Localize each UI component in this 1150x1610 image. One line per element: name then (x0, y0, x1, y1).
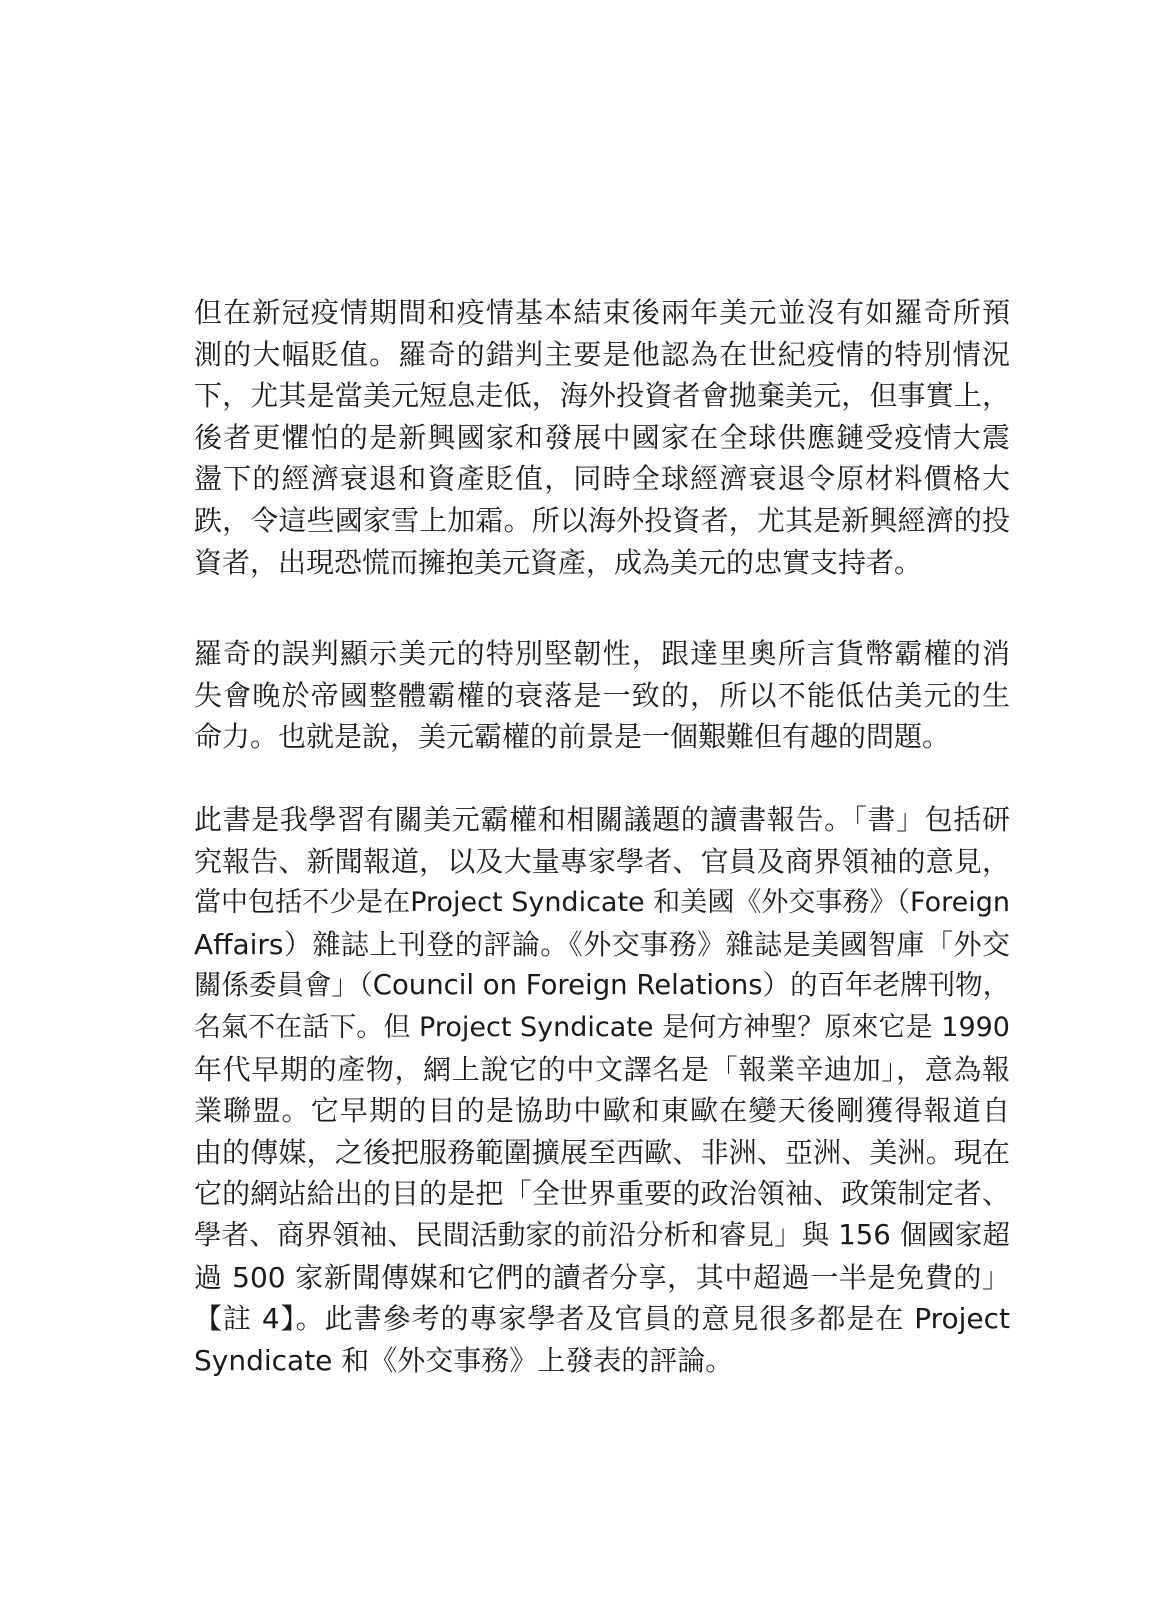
paragraph-1 (194, 292, 1010, 583)
text-line: 資者，出現恐慌而擁抱美元資產，成為美元的忠實支持者。 (194, 545, 923, 579)
text-line: Affairs）雜誌上刊登的評論。《外交事務》雜誌是美國智庫「外交 (194, 927, 1010, 961)
text-line: 它的網站給出的目的是把「全世界重要的政治領袖、政策制定者、 (194, 1177, 1010, 1211)
text-line: 但在新冠疫情期間和疫情基本結束後兩年美元並沒有如羅奇所預 (194, 296, 1010, 329)
text-line: 下，尤其是當美元短息走低，海外投資者會拋棄美元，但事實上， (194, 379, 1010, 413)
text-line: 由的傳媒，之後把服務範圍擴展至西歐、非洲、亞洲、美洲。現在 (194, 1135, 1010, 1169)
text-line: 【註 4】。此書參考的專家學者及官員的意見很多都是在 Project (194, 1302, 1010, 1336)
text-line: 此書是我學習有關美元霸權和相關議題的讀書報告。「書」包括研 (194, 803, 1010, 836)
text-line: 關係委員會」（Council on Foreign Relations）的百年老牌刊物， (194, 969, 1011, 1002)
text-line: 業聯盟。它早期的目的是協助中歐和東歐在變天後剛獲得報道自 (194, 1094, 1010, 1128)
text-line: 命力。也就是說，美元霸權的前景是一個艱難但有趣的問題。 (194, 720, 951, 754)
text-line: 失會晚於帝國整體霸權的衰落是一致的，所以不能低估美元的生 (194, 678, 1010, 712)
text-line: 跌，令這些國家雪上加霜。所以海外投資者，尤其是新興經濟的投 (194, 503, 1010, 537)
text-line: 當中包括不少是在Project Syndicate 和美國《外交事務》（Foreign (194, 887, 1010, 919)
text-line: 羅奇的誤判顯示美元的特別堅韌性，跟達里奧所言貨幣霸權的消 (194, 637, 1010, 670)
text-line: Syndicate 和《外交事務》上發表的評論。 (194, 1343, 734, 1377)
text-line: 過 500 家新聞傳媒和它們的讀者分享，其中超過一半是免費的」 (194, 1260, 1010, 1294)
text-line: 後者更懼怕的是新興國家和發展中國家在全球供應鏈受疫情大震 (194, 420, 1010, 454)
text-line: 年代早期的產物，網上說它的中文譯名是「報業辛迪加」，意為報 (194, 1052, 1010, 1086)
text-line: 盪下的經濟衰退和資產貶值，同時全球經濟衰退令原材料價格大 (194, 462, 1010, 496)
text-line: 究報告、新聞報道，以及大量專家學者、官員及商界領袖的意見， (194, 844, 1010, 878)
text-line: 名氣不在話下。但 Project Syndicate 是何方神聖？原來它是 1990 (194, 1011, 1010, 1043)
text-line: 學者、商界領袖、民間活動家的前沿分析和睿見」與 156 個國家超 (194, 1218, 1010, 1251)
paragraph-2 (194, 633, 1010, 758)
paragraph-3 (194, 799, 1010, 1381)
text-line: 測的大幅貶值。羅奇的錯判主要是他認為在世紀疫情的特別情況 (194, 337, 1010, 371)
